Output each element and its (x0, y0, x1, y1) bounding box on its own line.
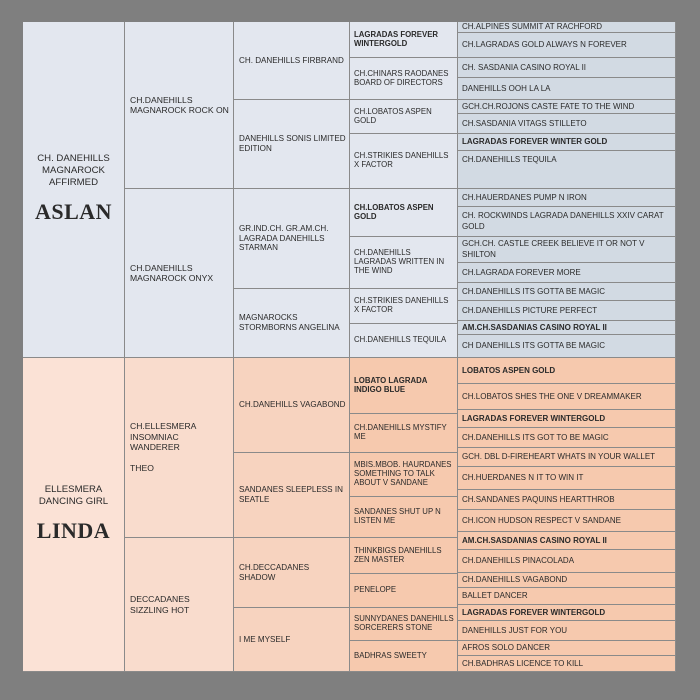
gen4-cell (350, 453, 458, 497)
gen5-cell (458, 33, 676, 58)
gen3-cell (234, 608, 350, 672)
gen5-cell (458, 237, 676, 263)
gen4-cell (350, 324, 458, 358)
ancestor-name: CH.LAGRADAS GOLD ALWAYS N FOREVER (462, 40, 627, 50)
ancestor-name: CH.DANEHILLS VAGABOND (239, 400, 346, 410)
dam-cell (23, 358, 125, 672)
ancestor-call-name: THEO (130, 463, 154, 474)
ancestor-name: GCH. DBL D-FIREHEART WHATS IN YOUR WALLET (462, 452, 656, 462)
gen5-cell (458, 490, 676, 510)
ancestor-name: CH.DANEHILLS VAGABOND (462, 575, 568, 585)
ancestor-name: SANDANES SLEEPLESS IN SEATLE (239, 485, 343, 504)
gen4-cell (350, 189, 458, 237)
gen2-cell (125, 22, 234, 189)
gen5-cell (458, 283, 676, 301)
sire-dam-divider (23, 357, 676, 358)
gen4-cell (350, 22, 458, 58)
ancestor-name: CH.STRIKIES DANEHILLS X FACTOR (354, 151, 449, 169)
gen5-cell (458, 151, 676, 189)
ancestor-name: AM.CH.SASDANIAS CASINO ROYAL II (462, 535, 607, 545)
ancestor-name: AM.CH.SASDANIAS CASINO ROYAL II (462, 322, 607, 332)
gen2-cell (125, 189, 234, 358)
ancestor-name: CH.DANEHILLS MYSTIFY ME (354, 423, 447, 441)
ancestor-name: CH.SASDANIA VITAGS STILLETO (462, 118, 587, 128)
gen4-cell (350, 100, 458, 134)
gen5-cell (458, 58, 676, 78)
sire-registered-name: CH. DANEHILLS MAGNAROCK AFFIRMED (37, 153, 110, 189)
gen5-cell (458, 448, 676, 467)
ancestor-name: CH DANEHILLS ITS GOTTA BE MAGIC (462, 341, 605, 351)
pedigree-chart (23, 22, 676, 672)
ancestor-name: DANEHILLS OOH LA LA (462, 83, 551, 93)
gen4-cell (350, 358, 458, 414)
gen3-cell (234, 22, 350, 100)
gen2-cell (125, 538, 234, 672)
ancestor-name: MBIS.MBOB. HAURDANES SOMETHING TO TALK ABOUT V SANDANE (354, 460, 452, 487)
gen5-cell (458, 22, 676, 33)
ancestor-name: BALLET DANCER (462, 591, 528, 601)
ancestor-name: GR.IND.CH. GR.AM.CH. LAGRADA DANEHILLS STARMAN (239, 223, 329, 253)
gen2-cell (125, 358, 234, 538)
ancestor-name: DANEHILLS JUST FOR YOU (462, 625, 568, 635)
ancestor-name: LOBATOS ASPEN GOLD (462, 365, 556, 375)
ancestor-name: DECCADANES SIZZLING HOT (130, 594, 190, 615)
gen3-cell (234, 289, 350, 358)
ancestor-name: LAGRADAS FOREVER WINTER GOLD (462, 137, 608, 147)
ancestor-name: CH.LOBATOS ASPEN GOLD (354, 106, 432, 125)
gen5-cell (458, 263, 676, 283)
gen5-cell (458, 384, 676, 410)
ancestor-name: CH. DANEHILLS FIRBRAND (239, 55, 344, 65)
gen5-cell (458, 410, 676, 428)
ancestor-name: THINKBIGS DANEHILLS ZEN MASTER (354, 545, 442, 564)
ancestor-name: MAGNAROCKS STORMBORNS ANGELINA (239, 313, 340, 332)
ancestor-name: SANDANES SHUT UP N LISTEN ME (354, 507, 441, 525)
gen3-cell (234, 358, 350, 453)
gen5-cell (458, 321, 676, 335)
ancestor-name: CH.HUERDANES N IT TO WIN IT (462, 473, 584, 483)
gen4-cell (350, 237, 458, 289)
sire-cell (23, 22, 125, 358)
dam-registered-name: ELLESMERA DANCING GIRL (38, 484, 109, 508)
ancestor-name: CH.DANEHILLS LAGRADAS WRITTEN IN THE WIND (354, 248, 445, 275)
gen5-cell (458, 301, 676, 321)
sire-call-name: ASLAN (34, 199, 113, 225)
gen5-cell (458, 467, 676, 490)
ancestor-name: CH.DANEHILLS TEQUILA (462, 155, 557, 164)
ancestor-name: CH.BADHRAS LICENCE TO KILL (462, 658, 584, 668)
ancestor-name: SUNNYDANES DANEHILLS SORCERERS STONE (354, 614, 454, 632)
ancestor-name: I ME MYSELF (239, 634, 291, 644)
ancestor-name: CH.DANEHILLS TEQUILA (354, 335, 447, 345)
gen5-cell (458, 100, 676, 114)
ancestor-name: CH.ALPINES SUMMIT AT RACHFORD (462, 22, 603, 32)
gen5-cell (458, 78, 676, 100)
ancestor-name: CH.LAGRADA FOREVER MORE (462, 267, 581, 277)
gen3-cell (234, 453, 350, 538)
gen4-cell (350, 58, 458, 100)
gen4-cell (350, 414, 458, 453)
dam-call-name: LINDA (36, 518, 111, 544)
gen5-cell (458, 605, 676, 621)
ancestor-name: CH.DANEHILLS MAGNAROCK ONYX (130, 262, 214, 283)
gen3-cell (234, 100, 350, 189)
ancestor-name: DANEHILLS SONIS LIMITED EDITION (239, 134, 346, 153)
gen4-cell (350, 574, 458, 608)
gen5-cell (458, 335, 676, 358)
gen5-cell (458, 510, 676, 532)
ancestor-name: CH.CHINARS RAODANES BOARD OF DIRECTORS (354, 68, 449, 87)
ancestor-name: CH.DANEHILLS MAGNAROCK ROCK ON (130, 94, 229, 115)
gen5-cell (458, 621, 676, 641)
gen3-cell (234, 538, 350, 608)
gen4-cell (350, 538, 458, 574)
gen4-cell (350, 289, 458, 324)
gen5-cell (458, 588, 676, 605)
gen5-cell (458, 641, 676, 656)
ancestor-name: LAGRADAS FOREVER WINTERGOLD (462, 413, 606, 423)
ancestor-name: CH.DANEHILLS PICTURE PERFECT (462, 305, 598, 315)
gen5-cell (458, 550, 676, 573)
ancestor-name: CH.HAUERDANES PUMP N IRON (462, 192, 587, 202)
gen5-cell (458, 656, 676, 672)
ancestor-name: GCH.CH. CASTLE CREEK BELIEVE IT OR NOT V SHILTON (462, 238, 645, 259)
ancestor-name: CH.LOBATOS SHES THE ONE V DREAMMAKER (462, 391, 642, 401)
gen5-cell (458, 428, 676, 448)
ancestor-name: CH. SASDANIA CASINO ROYAL II (462, 62, 587, 72)
ancestor-name: CH.ELLESMERA INSOMNIAC WANDERER (130, 421, 196, 452)
ancestor-name: LOBATO LAGRADA INDIGO BLUE (354, 375, 428, 394)
ancestor-name: BADHRAS SWEETY (354, 650, 427, 660)
gen5-cell (458, 207, 676, 237)
ancestor-name: CH.DANEHILLS PINACOLADA (462, 556, 575, 566)
ancestor-name: LAGRADAS FOREVER WINTERGOLD (462, 607, 606, 617)
ancestor-name: LAGRADAS FOREVER WINTERGOLD (354, 29, 439, 48)
ancestor-name: CH.STRIKIES DANEHILLS X FACTOR (354, 296, 449, 314)
ancestor-name: CH.DECCADANES SHADOW (239, 562, 310, 582)
gen5-cell (458, 573, 676, 588)
gen4-cell (350, 608, 458, 641)
ancestor-name: GCH.CH.ROJONS CASTE FATE TO THE WIND (462, 101, 635, 111)
gen5-cell (458, 114, 676, 134)
ancestor-name: CH.ICON HUDSON RESPECT V SANDANE (462, 515, 621, 525)
gen5-cell (458, 134, 676, 151)
ancestor-name: CH.DANEHILLS ITS GOTTA BE MAGIC (462, 286, 605, 296)
ancestor-name: CH.DANEHILLS ITS GOT TO BE MAGIC (462, 432, 609, 442)
gen5-cell (458, 358, 676, 384)
ancestor-name: CH.SANDANES PAQUINS HEARTTHROB (462, 494, 615, 504)
ancestor-name: PENELOPE (354, 585, 397, 595)
gen4-cell (350, 497, 458, 538)
gen4-cell (350, 641, 458, 672)
ancestor-name: CH.LOBATOS ASPEN GOLD (354, 202, 434, 221)
ancestor-name: CH. ROCKWINDS LAGRADA DANEHILLS XXIV CARAT GOLD (462, 210, 664, 231)
gen3-cell (234, 189, 350, 289)
gen5-cell (458, 189, 676, 207)
ancestor-name: AFROS SOLO DANCER (462, 643, 551, 653)
gen4-cell (350, 134, 458, 189)
gen5-cell (458, 532, 676, 550)
